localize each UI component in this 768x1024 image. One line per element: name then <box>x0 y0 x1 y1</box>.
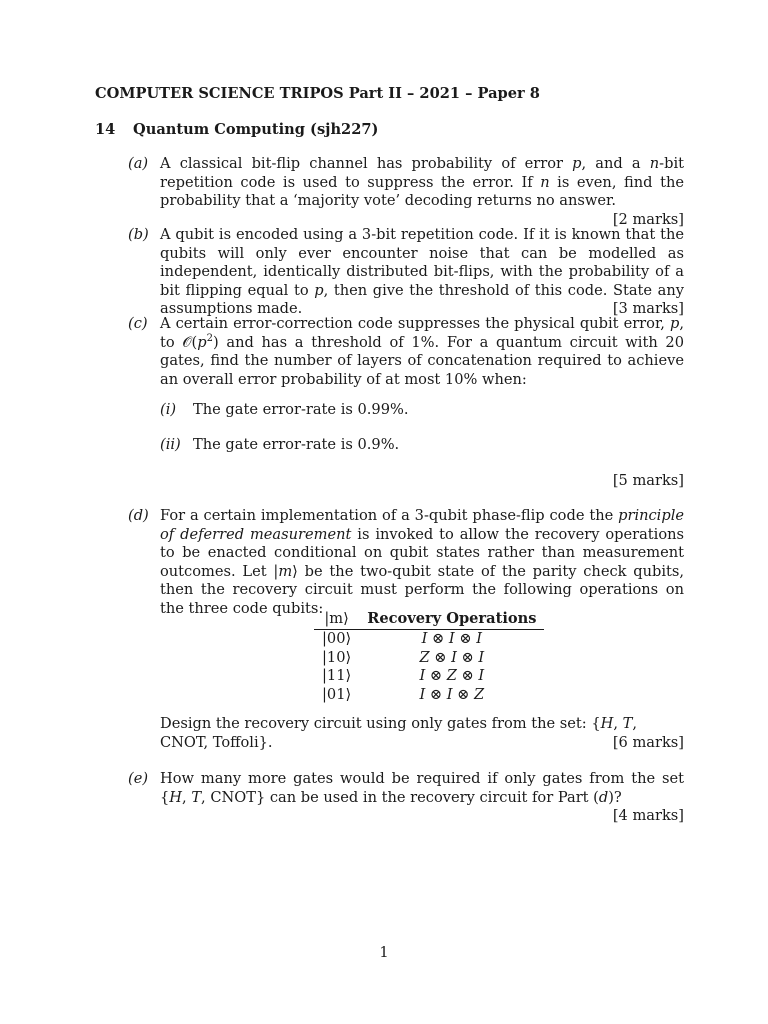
part-b-label: (b) <box>128 226 149 243</box>
question-number: 14 <box>95 121 116 138</box>
part-a-text: A classical bit-flip channel has probability of error p, and a n-bit repetition code is used to suppress the error. If n is even, find the probability that a ‘majority vote’ decoding returns no answer. [2 marks] <box>160 155 684 228</box>
part-d-label: (d) <box>128 507 149 524</box>
part-c-marks: [5 marks] <box>612 472 684 489</box>
table-header-row <box>314 610 544 630</box>
part-c-sub-i-text: The gate error-rate is 0.99%. <box>193 401 409 418</box>
part-b <box>128 226 684 318</box>
part-a <box>128 155 684 228</box>
table-cell-state: |00⟩ <box>322 630 352 647</box>
part-b-text: A qubit is encoded using a 3-bit repetition code. If it is known that the qubits will only ever encounter noise that can be modelled as independent, identically distributed bit-flips, with the probability of a bit flipping equal to p, then give the threshold of this code. State any assumptions made. [3 marks] <box>160 226 684 318</box>
table-cell-operation: I ⊗ I ⊗ Z <box>419 685 485 703</box>
part-c-sub-ii-text: The gate error-rate is 0.9%. <box>193 436 400 453</box>
table-row <box>314 686 544 705</box>
part-c-sub-ii <box>160 436 399 455</box>
table-cell-state: |10⟩ <box>322 648 352 666</box>
table-cell-state: |01⟩ <box>322 685 352 703</box>
paper-header: COMPUTER SCIENCE TRIPOS Part II – 2021 – Paper 8 <box>95 85 540 102</box>
part-d-marks: [6 marks] <box>612 734 684 751</box>
part-c-text: A certain error-correction code suppresses the physical qubit error, p, to $𝒪(p^2)$ and has a threshold of 1%. For a quantum circuit with 20 gates, find the number of layers of concatenation required to achieve an overall error probability of at most 10% when: <box>160 315 684 388</box>
table-row <box>314 667 544 686</box>
page-number: 1 <box>379 944 389 961</box>
part-a-marks: [2 marks] <box>612 210 684 228</box>
table-row <box>314 630 544 649</box>
part-e-text: How many more gates would be required if only gates from the set {H, T, CNOT} can be used in the recovery circuit for Part (d)? [4 marks] <box>160 770 684 825</box>
table-header-state: |m⟩ <box>314 610 359 630</box>
part-e <box>128 770 684 825</box>
table-cell-state: |11⟩ <box>322 667 352 685</box>
table-cell-operation: I ⊗ Z ⊗ I <box>419 667 485 685</box>
question-title: Quantum Computing (sjh227) <box>133 121 379 138</box>
part-c-sub-i-label: (i) <box>160 401 177 418</box>
part-a-label: (a) <box>128 155 149 172</box>
part-d-instruction: Design the recovery circuit using only gates from the set: {H, T, CNOT, Toffoli}. <box>160 715 638 751</box>
question-heading <box>95 121 378 140</box>
table-header-operations: Recovery Operations <box>359 610 544 630</box>
part-c-sub-i <box>160 401 409 420</box>
table-row <box>314 649 544 668</box>
table-cell-operation: I ⊗ I ⊗ I <box>421 630 482 647</box>
part-e-label: (e) <box>128 770 149 787</box>
table-cell-operation: Z ⊗ I ⊗ I <box>419 648 485 666</box>
part-c-sub-ii-label: (ii) <box>160 436 181 453</box>
part-d <box>128 507 685 617</box>
part-e-marks: [4 marks] <box>612 807 684 825</box>
part-b-marks: [3 marks] <box>612 300 684 318</box>
part-c-label: (c) <box>128 315 148 332</box>
part-d-text: For a certain implementation of a 3-qubit phase-flip code the principle of deferred measurement is invoked to allow the recovery operations to be enacted conditional on qubit states rather than measurement outcomes. Let |m⟩ be the two-qubit state of the parity check qubits, then the recovery circuit must perform the following operations on the three code qubits: <box>160 507 685 617</box>
recovery-operations-table <box>314 610 544 704</box>
part-c <box>128 315 684 391</box>
